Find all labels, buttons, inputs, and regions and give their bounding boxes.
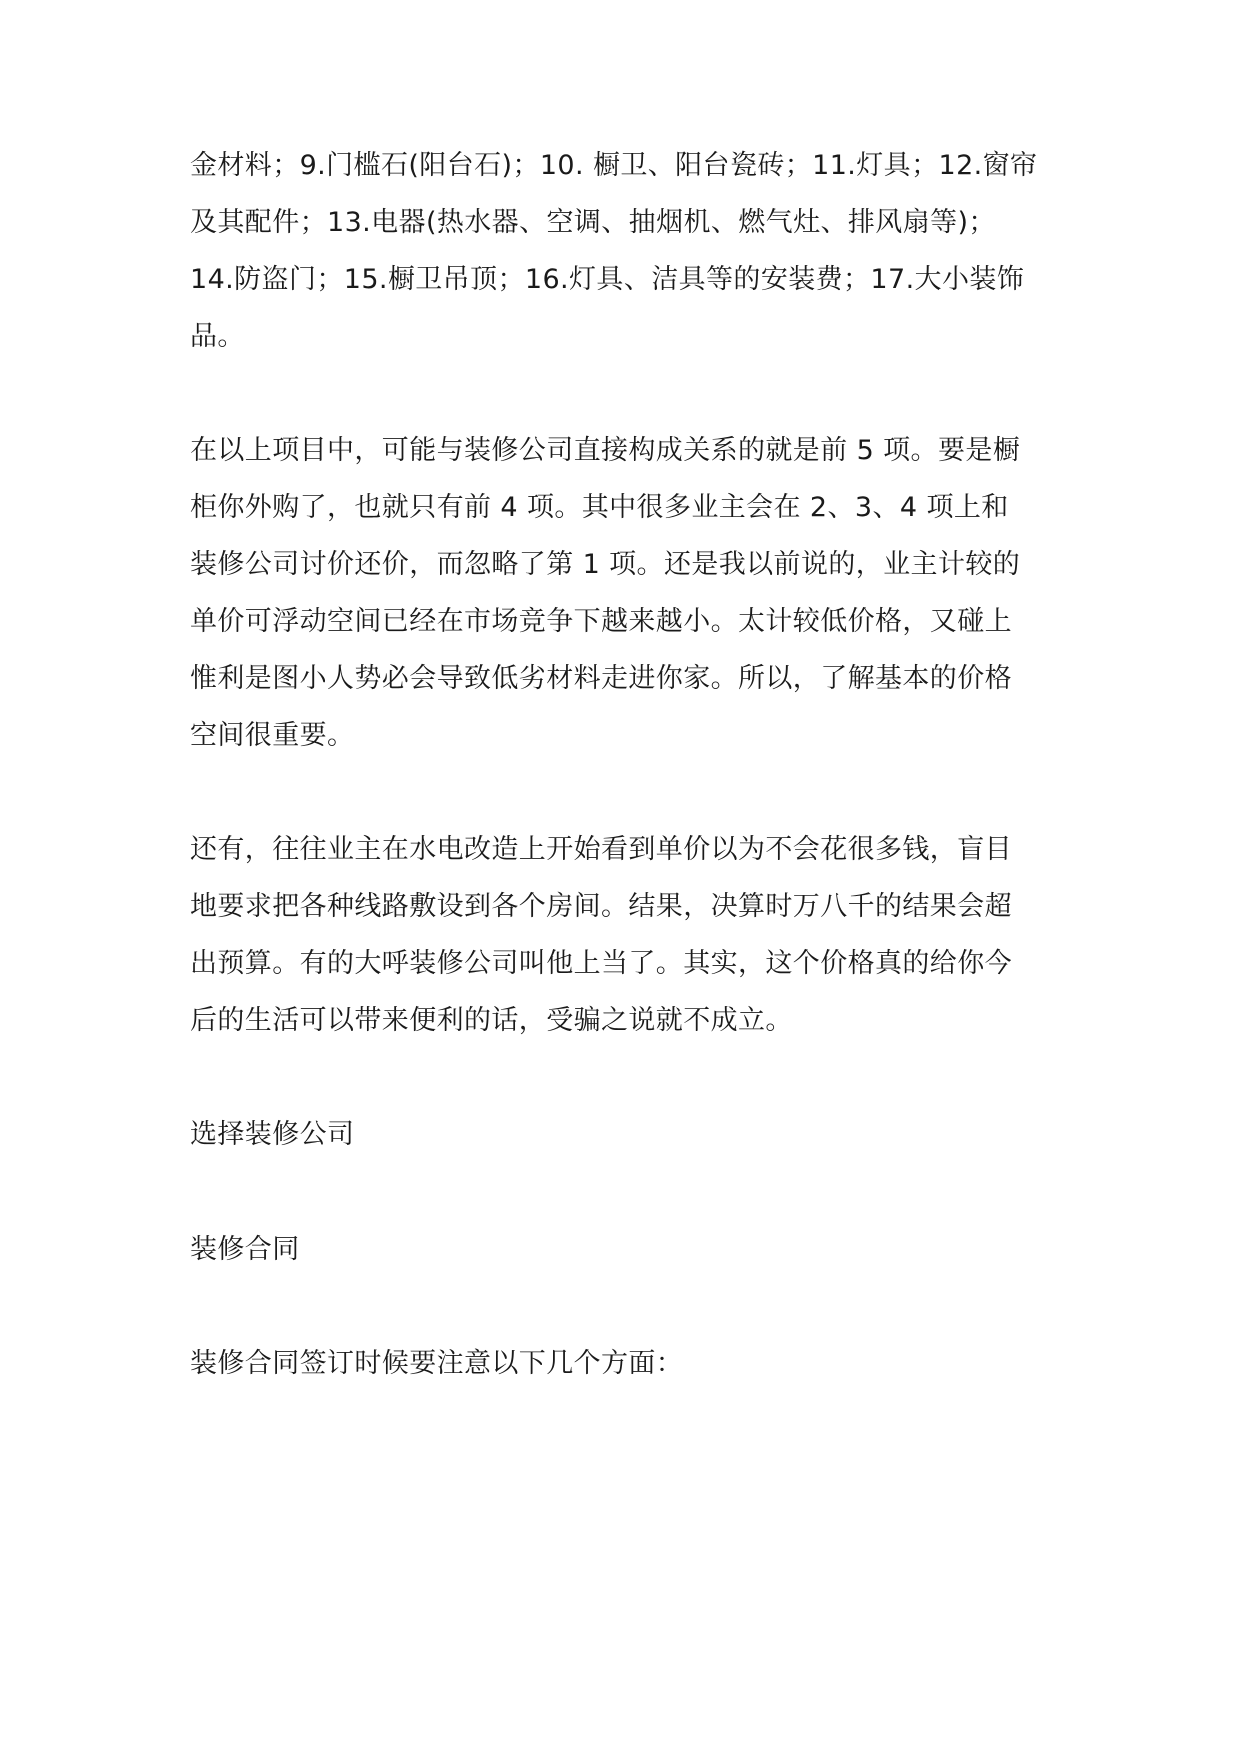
- heading-select-company: 选择装修公司: [190, 1119, 355, 1150]
- paragraph-2-line-2: 柜你外购了，也就只有前 4 项。其中很多业主会在 2、3、4 项上和: [190, 492, 1009, 523]
- paragraph-1-line-4: 品。: [190, 321, 245, 352]
- paragraph-2-line-1: 在以上项目中，可能与装修公司直接构成关系的就是前 5 项。要是橱: [190, 435, 1021, 466]
- contract-intro: 装修合同签订时候要注意以下几个方面：: [190, 1348, 684, 1379]
- paragraph-3-line-2: 地要求把各种线路敷设到各个房间。结果，决算时万八千的结果会超: [190, 891, 1012, 922]
- paragraph-3-line-1: 还有，往往业主在水电改造上开始看到单价以为不会花很多钱，盲目: [190, 834, 1012, 865]
- heading-contract: 装修合同: [190, 1234, 300, 1265]
- paragraph-2-line-4: 单价可浮动空间已经在市场竞争下越来越小。太计较低价格，又碰上: [190, 606, 1012, 637]
- paragraph-1-line-2: 及其配件；13.电器(热水器、空调、抽烟机、燃气灶、排风扇等)；: [190, 207, 996, 238]
- paragraph-3-line-4: 后的生活可以带来便利的话，受骗之说就不成立。: [190, 1005, 793, 1036]
- paragraph-1-line-3: 14.防盗门；15.橱卫吊顶；16.灯具、洁具等的安装费；17.大小装饰: [190, 264, 1025, 295]
- paragraph-2-line-6: 空间很重要。: [190, 720, 355, 751]
- paragraph-2-line-5: 惟利是图小人势必会导致低劣材料走进你家。所以，了解基本的价格: [190, 663, 1012, 694]
- paragraph-3-line-3: 出预算。有的大呼装修公司叫他上当了。其实，这个价格真的给你今: [190, 948, 1012, 979]
- paragraph-1-line-1: 金材料；9.门槛石(阳台石)；10. 橱卫、阳台瓷砖；11.灯具；12.窗帘: [190, 150, 1038, 181]
- paragraph-2-line-3: 装修公司讨价还价，而忽略了第 1 项。还是我以前说的，业主计较的: [190, 549, 1021, 580]
